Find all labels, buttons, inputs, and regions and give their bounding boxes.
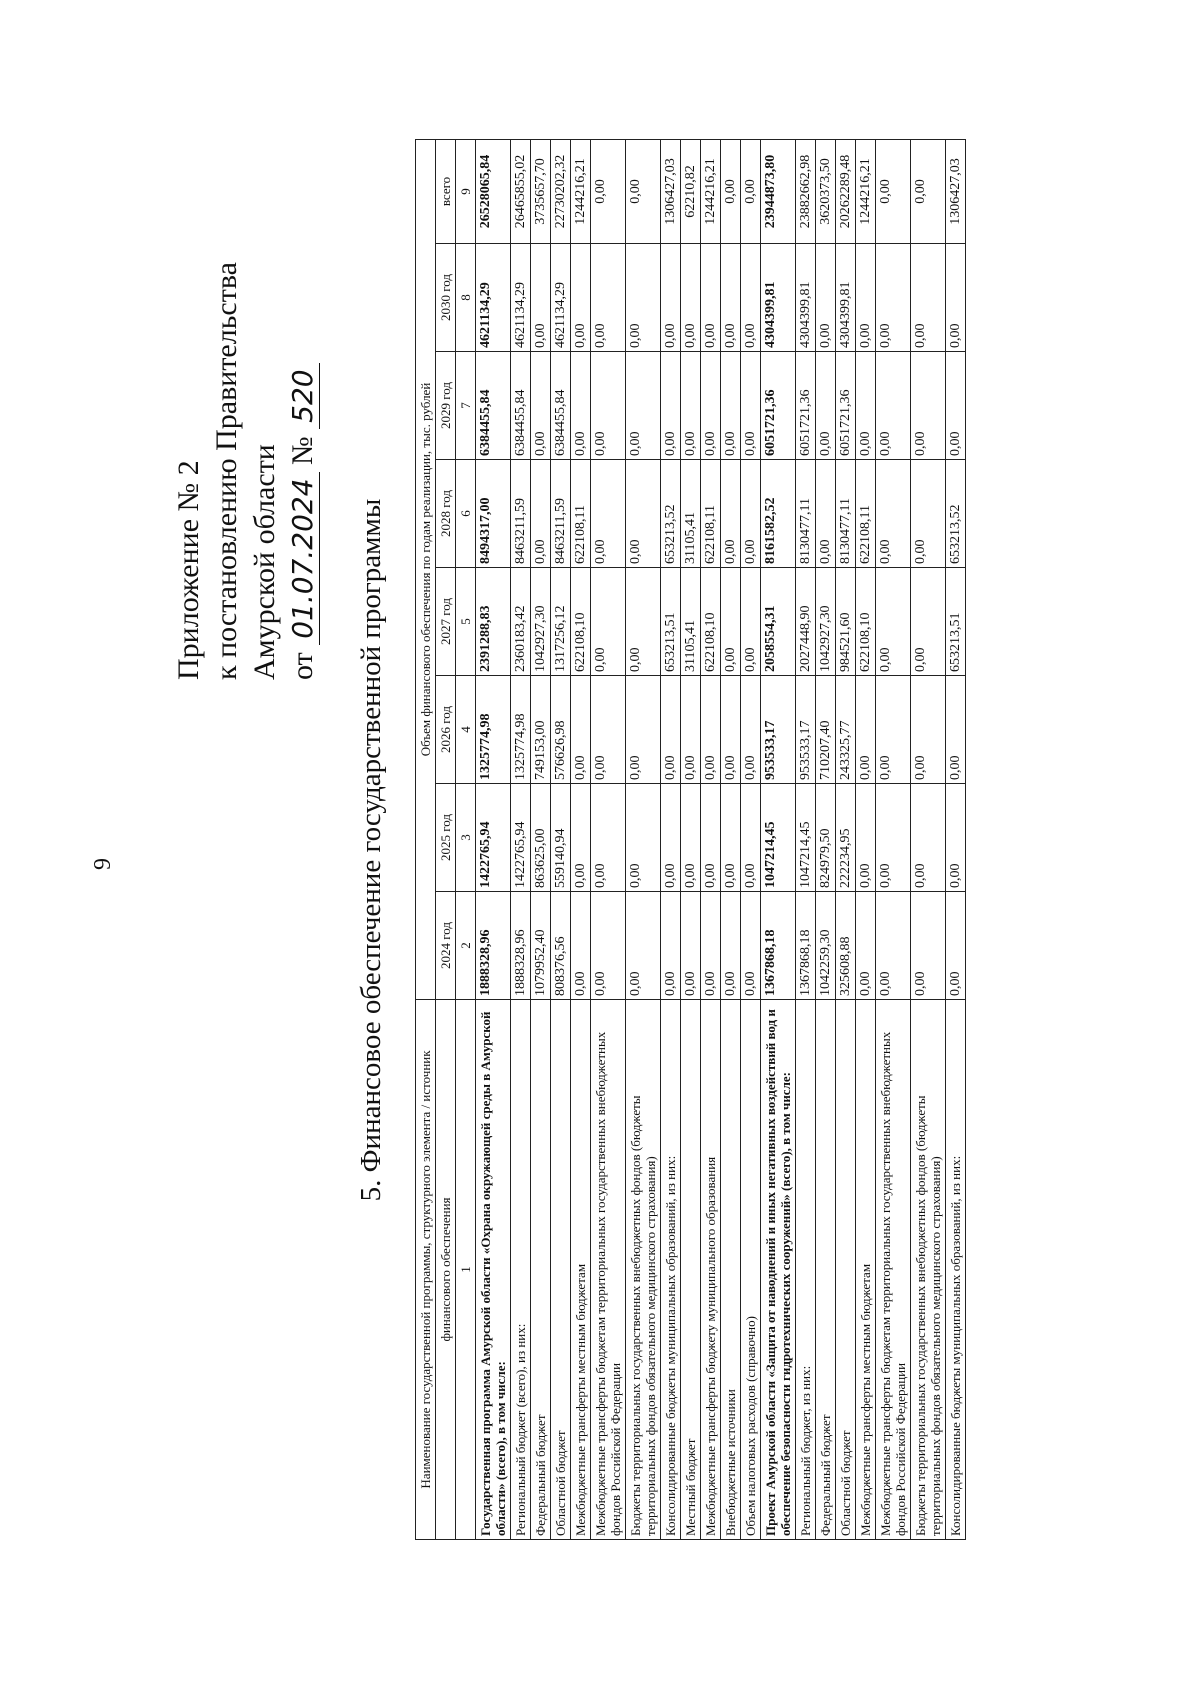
value-cell: 0,00 (626, 892, 661, 1000)
section-title: 5. Финансовое обеспечение государственной программы (355, 498, 387, 1202)
value-cell: 824979,50 (816, 784, 836, 892)
value-cell: 0,00 (701, 676, 721, 784)
value-cell: 0,00 (681, 784, 701, 892)
row-label: Бюджеты территориальных государственных внебюджетных фондов (бюджеты территориальных фондов обязательного медицинского страхования) (911, 1000, 946, 1540)
value-cell: 0,00 (701, 892, 721, 1000)
value-cell: 0,00 (856, 352, 876, 460)
value-cell: 0,00 (946, 892, 966, 1000)
value-cell: 325608,88 (836, 892, 856, 1000)
table-row (796, 139, 816, 1539)
value-cell: 0,00 (856, 676, 876, 784)
row-label: Межбюджетные трансферты местным бюджетам (856, 1000, 876, 1540)
value-cell: 0,00 (876, 676, 911, 784)
row-label: Межбюджетные трансферты местным бюджетам (571, 1000, 591, 1540)
value-cell: 710207,40 (816, 676, 836, 784)
total-cell: 1306427,03 (946, 139, 966, 243)
value-cell: 8130477,11 (836, 460, 856, 568)
value-cell: 4621134,29 (511, 244, 531, 352)
value-cell: 4621134,29 (551, 244, 571, 352)
value-cell: 0,00 (741, 676, 761, 784)
value-cell: 0,00 (661, 784, 681, 892)
appendix-block (170, 262, 322, 680)
value-cell: 0,00 (876, 352, 911, 460)
handwritten-date: 01.07.2024 (286, 472, 320, 644)
appendix-line-3: Амурской области (248, 444, 281, 680)
total-cell: 0,00 (721, 139, 741, 243)
table-row (681, 139, 701, 1539)
value-cell: 31105,41 (681, 460, 701, 568)
value-cell: 4304399,81 (796, 244, 816, 352)
column-index: 6 (456, 460, 476, 568)
value-cell: 0,00 (626, 352, 661, 460)
year-header: 2026 год (436, 676, 456, 784)
value-cell: 0,00 (876, 892, 911, 1000)
value-cell: 0,00 (571, 352, 591, 460)
total-cell: 26528065,84 (476, 139, 511, 243)
total-cell: 0,00 (911, 139, 946, 243)
value-cell: 0,00 (661, 352, 681, 460)
value-cell: 0,00 (911, 892, 946, 1000)
table-row (836, 139, 856, 1539)
value-cell: 1047214,45 (761, 784, 796, 892)
value-cell: 0,00 (626, 676, 661, 784)
value-cell: 1325774,98 (511, 676, 531, 784)
value-cell: 4621134,29 (476, 244, 511, 352)
value-cell: 0,00 (701, 352, 721, 460)
value-cell: 6384455,84 (511, 352, 531, 460)
total-cell: 26465855,02 (511, 139, 531, 243)
value-cell: 0,00 (701, 784, 721, 892)
value-cell: 243325,77 (836, 676, 856, 784)
value-cell: 0,00 (911, 352, 946, 460)
table-row (661, 139, 681, 1539)
row-label: Бюджеты территориальных государственных внебюджетных фондов (бюджеты территориальных фондов обязательного медицинского страхования) (626, 1000, 661, 1540)
value-cell: 0,00 (721, 568, 741, 676)
row-label: Государственная программа Амурской области «Охрана окружающей среды в Амурской области» (всего), в том числе: (476, 1000, 511, 1540)
value-cell: 6384455,84 (476, 352, 511, 460)
value-cell: 0,00 (591, 784, 626, 892)
table-row (626, 139, 661, 1539)
table-row (591, 139, 626, 1539)
row-label: Местный бюджет (681, 1000, 701, 1540)
total-cell: 0,00 (591, 139, 626, 243)
value-cell: 0,00 (816, 244, 836, 352)
value-cell: 0,00 (721, 676, 741, 784)
table-row (476, 139, 511, 1539)
total-cell: 1306427,03 (661, 139, 681, 243)
value-cell: 0,00 (591, 460, 626, 568)
column-index-row (456, 139, 476, 1539)
value-cell: 8463211,59 (551, 460, 571, 568)
page-number: 9 (90, 858, 116, 870)
value-cell: 0,00 (876, 784, 911, 892)
table-row (816, 139, 836, 1539)
year-header: 2025 год (436, 784, 456, 892)
value-cell: 0,00 (531, 460, 551, 568)
table-row (721, 139, 741, 1539)
value-cell: 0,00 (531, 352, 551, 460)
financing-table (415, 139, 966, 1540)
value-cell: 0,00 (701, 244, 721, 352)
value-cell: 0,00 (591, 676, 626, 784)
row-label: Межбюджетные трансферты бюджету муниципального образования (701, 1000, 721, 1540)
table-row (511, 139, 531, 1539)
value-cell: 2391288,83 (476, 568, 511, 676)
value-cell: 653213,52 (661, 460, 681, 568)
total-cell: 22730202,32 (551, 139, 571, 243)
row-label: Межбюджетные трансферты бюджетам территориальных государственных внебюджетных фондов Российской Федерации (876, 1000, 911, 1540)
total-header: всего (436, 139, 456, 243)
value-cell: 0,00 (946, 352, 966, 460)
total-cell: 23944873,80 (761, 139, 796, 243)
value-cell: 0,00 (741, 568, 761, 676)
value-cell: 622108,11 (571, 460, 591, 568)
value-cell: 0,00 (681, 676, 701, 784)
value-cell: 6051721,36 (796, 352, 816, 460)
total-cell: 3735657,70 (531, 139, 551, 243)
name-column-header-2: финансового обеспечения (436, 1000, 456, 1540)
value-cell: 984521,60 (836, 568, 856, 676)
value-cell: 0,00 (571, 676, 591, 784)
row-label: Межбюджетные трансферты бюджетам территориальных государственных внебюджетных фондов Российской Федерации (591, 1000, 626, 1540)
value-cell: 0,00 (681, 244, 701, 352)
value-cell: 0,00 (856, 892, 876, 1000)
value-cell: 0,00 (911, 244, 946, 352)
value-cell: 6051721,36 (836, 352, 856, 460)
value-cell: 0,00 (816, 460, 836, 568)
value-cell: 749153,00 (531, 676, 551, 784)
value-cell: 4304399,81 (761, 244, 796, 352)
value-cell: 0,00 (571, 892, 591, 1000)
value-cell: 1888328,96 (511, 892, 531, 1000)
value-cell: 0,00 (626, 244, 661, 352)
value-cell: 0,00 (591, 892, 626, 1000)
year-header: 2024 год (436, 892, 456, 1000)
value-cell: 0,00 (626, 784, 661, 892)
table-row (531, 139, 551, 1539)
value-cell: 0,00 (741, 244, 761, 352)
value-cell: 1042927,30 (531, 568, 551, 676)
value-cell: 0,00 (911, 460, 946, 568)
value-cell: 622108,10 (571, 568, 591, 676)
value-cell: 1422765,94 (511, 784, 531, 892)
table-row (551, 139, 571, 1539)
value-cell: 953533,17 (796, 676, 816, 784)
total-cell: 62210,82 (681, 139, 701, 243)
value-cell: 0,00 (721, 892, 741, 1000)
row-label: Федеральный бюджет (816, 1000, 836, 1540)
handwritten-number: 520 (286, 363, 320, 428)
column-index: 9 (456, 139, 476, 243)
value-cell: 0,00 (571, 244, 591, 352)
value-cell: 0,00 (626, 460, 661, 568)
column-index: 8 (456, 244, 476, 352)
value-cell: 622108,10 (856, 568, 876, 676)
value-cell: 0,00 (911, 784, 946, 892)
total-cell: 1244216,21 (701, 139, 721, 243)
column-index: 2 (456, 892, 476, 1000)
row-label: Консолидированные бюджеты муниципальных образований, из них: (661, 1000, 681, 1540)
value-cell: 1042259,30 (816, 892, 836, 1000)
value-cell: 0,00 (741, 352, 761, 460)
value-cell: 1317256,12 (551, 568, 571, 676)
value-cell: 0,00 (591, 568, 626, 676)
table-row (946, 139, 966, 1539)
value-cell: 622108,11 (856, 460, 876, 568)
row-label: Консолидированные бюджеты муниципальных образований, из них: (946, 1000, 966, 1540)
row-label: Федеральный бюджет (531, 1000, 551, 1540)
name-column-header: Наименование государственной программы, структурного элемента / источник (416, 1000, 436, 1540)
value-cell: 8494317,00 (476, 460, 511, 568)
value-cell: 0,00 (946, 676, 966, 784)
value-cell: 1422765,94 (476, 784, 511, 892)
value-cell: 0,00 (721, 244, 741, 352)
value-cell: 0,00 (661, 244, 681, 352)
value-cell: 2058554,31 (761, 568, 796, 676)
value-cell: 0,00 (721, 784, 741, 892)
column-index: 1 (456, 1000, 476, 1540)
value-cell: 2027448,90 (796, 568, 816, 676)
value-cell: 1047214,45 (796, 784, 816, 892)
date-prefix: от (286, 652, 319, 680)
total-cell: 20262289,48 (836, 139, 856, 243)
column-index: 7 (456, 352, 476, 460)
value-cell: 953533,17 (761, 676, 796, 784)
value-cell: 6384455,84 (551, 352, 571, 460)
value-cell: 863625,00 (531, 784, 551, 892)
appendix-line-1: Приложение № 2 (172, 460, 205, 680)
table-row (571, 139, 591, 1539)
total-cell: 0,00 (626, 139, 661, 243)
value-cell: 1079952,40 (531, 892, 551, 1000)
value-cell: 0,00 (721, 460, 741, 568)
value-cell: 0,00 (741, 892, 761, 1000)
appendix-date-line (284, 262, 322, 680)
value-cell: 1367868,18 (761, 892, 796, 1000)
value-cell: 559140,94 (551, 784, 571, 892)
row-label: Региональный бюджет (всего), из них: (511, 1000, 531, 1540)
value-cell: 0,00 (626, 568, 661, 676)
total-cell: 0,00 (876, 139, 911, 243)
value-cell: 8130477,11 (796, 460, 816, 568)
value-cell: 0,00 (856, 244, 876, 352)
table-row (911, 139, 946, 1539)
value-cell: 0,00 (816, 352, 836, 460)
value-cell: 222234,95 (836, 784, 856, 892)
value-cell: 0,00 (661, 892, 681, 1000)
value-cell: 0,00 (571, 784, 591, 892)
value-cell: 0,00 (741, 460, 761, 568)
value-cell: 0,00 (911, 676, 946, 784)
value-cell: 0,00 (856, 784, 876, 892)
value-cell: 0,00 (591, 244, 626, 352)
table-row (856, 139, 876, 1539)
value-cell: 808376,56 (551, 892, 571, 1000)
year-header: 2028 год (436, 460, 456, 568)
value-cell: 6051721,36 (761, 352, 796, 460)
column-index: 5 (456, 568, 476, 676)
total-cell: 23882662,98 (796, 139, 816, 243)
value-cell: 0,00 (721, 352, 741, 460)
table-row (701, 139, 721, 1539)
total-cell: 3620373,50 (816, 139, 836, 243)
value-cell: 1042927,30 (816, 568, 836, 676)
total-cell: 1244216,21 (856, 139, 876, 243)
value-cell: 0,00 (946, 784, 966, 892)
value-cell: 31105,41 (681, 568, 701, 676)
value-cell: 0,00 (876, 568, 911, 676)
value-cell: 1325774,98 (476, 676, 511, 784)
volume-header: Объем финансового обеспечения по годам реализации, тыс. рублей (416, 139, 436, 999)
value-cell: 0,00 (741, 784, 761, 892)
value-cell: 8161582,52 (761, 460, 796, 568)
year-header: 2027 год (436, 568, 456, 676)
value-cell: 0,00 (531, 244, 551, 352)
row-label: Объем налоговых расходов (справочно) (741, 1000, 761, 1540)
table-row (761, 139, 796, 1539)
value-cell: 0,00 (681, 892, 701, 1000)
value-cell: 0,00 (946, 244, 966, 352)
row-label: Областной бюджет (551, 1000, 571, 1540)
value-cell: 0,00 (876, 244, 911, 352)
value-cell: 1367868,18 (796, 892, 816, 1000)
row-label: Проект Амурской области «Защита от наводнений и иных негативных воздействий вод и обеспечение безопасности гидротехнических сооружений» (всего), в том числе: (761, 1000, 796, 1540)
value-cell: 0,00 (591, 352, 626, 460)
table-row (876, 139, 911, 1539)
column-index: 3 (456, 784, 476, 892)
row-label: Областной бюджет (836, 1000, 856, 1540)
value-cell: 622108,10 (701, 568, 721, 676)
value-cell: 0,00 (876, 460, 911, 568)
total-cell: 0,00 (741, 139, 761, 243)
value-cell: 2360183,42 (511, 568, 531, 676)
table-row (741, 139, 761, 1539)
value-cell: 1888328,96 (476, 892, 511, 1000)
value-cell: 0,00 (681, 352, 701, 460)
year-header: 2029 год (436, 352, 456, 460)
value-cell: 653213,52 (946, 460, 966, 568)
total-cell: 1244216,21 (571, 139, 591, 243)
value-cell: 622108,11 (701, 460, 721, 568)
row-label: Внебюджетные источники (721, 1000, 741, 1540)
row-label: Региональный бюджет, из них: (796, 1000, 816, 1540)
value-cell: 0,00 (911, 568, 946, 676)
year-header: 2030 год (436, 244, 456, 352)
value-cell: 653213,51 (661, 568, 681, 676)
value-cell: 0,00 (661, 676, 681, 784)
value-cell: 576626,98 (551, 676, 571, 784)
appendix-line-2: к постановлению Правительства (210, 262, 243, 680)
value-cell: 8463211,59 (511, 460, 531, 568)
value-cell: 4304399,81 (836, 244, 856, 352)
column-index: 4 (456, 676, 476, 784)
number-prefix: № (286, 436, 319, 465)
value-cell: 653213,51 (946, 568, 966, 676)
